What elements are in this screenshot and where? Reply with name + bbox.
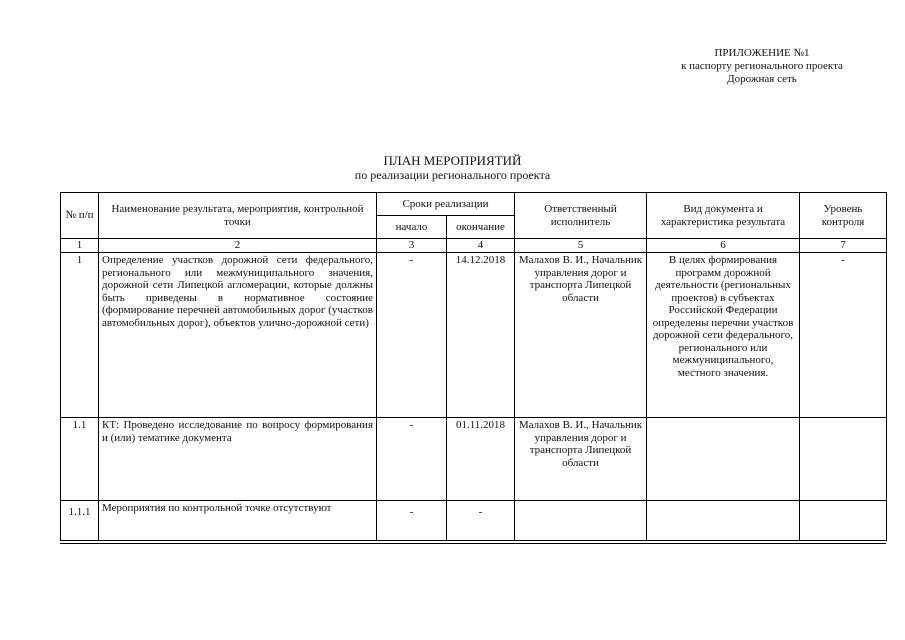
- row-num: 1: [61, 253, 99, 418]
- header-doc: Вид документа и характеристика результата: [647, 193, 800, 239]
- header-start: начало: [377, 216, 447, 239]
- row-executor: [515, 501, 647, 541]
- column-number: 5: [515, 239, 647, 253]
- header-num: № п/п: [61, 193, 99, 239]
- table-row: [61, 418, 887, 501]
- row-name: Мероприятия по контрольной точке отсутствуют: [99, 501, 377, 541]
- column-number-row: [61, 239, 887, 253]
- plan-title: [0, 154, 905, 182]
- appendix-line-3: Дорожная сеть: [727, 73, 797, 85]
- column-number: 4: [447, 239, 515, 253]
- row-name: КТ: Проведено исследование по вопросу формирования и (или) тематике документа: [99, 418, 377, 501]
- header-end: окончание: [447, 216, 515, 239]
- row-num: 1.1.1: [61, 501, 99, 541]
- header-terms: Сроки реализации: [377, 193, 515, 216]
- row-start: -: [377, 501, 447, 541]
- row-start: -: [377, 418, 447, 501]
- row-name: Определение участков дорожной сети федерального, регионального или межмуниципального значения, дорожной сети Липецкой агломерации, которые должны быть приведены в нормативное состояние (формирование перечней автомобильных дорог (участков автомобильных дорог), объектов улично-дорожной сети): [99, 253, 377, 418]
- row-start: -: [377, 253, 447, 418]
- plan-table: [60, 192, 887, 541]
- column-number: 6: [647, 239, 800, 253]
- column-number: 3: [377, 239, 447, 253]
- column-number: 7: [800, 239, 887, 253]
- row-end: -: [447, 501, 515, 541]
- bottom-rule: [60, 543, 886, 544]
- header-executor: Ответственный исполнитель: [515, 193, 647, 239]
- header-row-1: [61, 193, 887, 216]
- column-number: 1: [61, 239, 99, 253]
- column-number: 2: [99, 239, 377, 253]
- row-level: [800, 418, 887, 501]
- plan-title-line-2: по реализации регионального проекта: [354, 168, 551, 182]
- row-doc: [647, 418, 800, 501]
- row-doc: В целях формирования программ дорожной деятельности (региональных проектов) в субъектах Российской Федерации определены перечни участков дорожной сети федерального, регионального или межмуниципального, местного значения.: [647, 253, 800, 418]
- row-executor: Малахов В. И., Начальник управления дорог и транспорта Липецкой области: [515, 418, 647, 501]
- row-doc: [647, 501, 800, 541]
- appendix-line-1: ПРИЛОЖЕНИЕ №1: [714, 47, 810, 59]
- table-row: [61, 501, 887, 541]
- row-num: 1.1: [61, 418, 99, 501]
- header-name: Наименование результата, мероприятия, контрольной точки: [99, 193, 377, 239]
- row-end: 01.11.2018: [447, 418, 515, 501]
- plan-title-line-1: ПЛАН МЕРОПРИЯТИЙ: [383, 153, 522, 168]
- appendix-header: [647, 47, 877, 86]
- row-executor: Малахов В. И., Начальник управления дорог и транспорта Липецкой области: [515, 253, 647, 418]
- header-level: Уровень контроля: [800, 193, 887, 239]
- table-row: [61, 253, 887, 418]
- row-level: -: [800, 253, 887, 418]
- appendix-line-2: к паспорту регионального проекта: [681, 60, 843, 72]
- row-level: [800, 501, 887, 541]
- row-end: 14.12.2018: [447, 253, 515, 418]
